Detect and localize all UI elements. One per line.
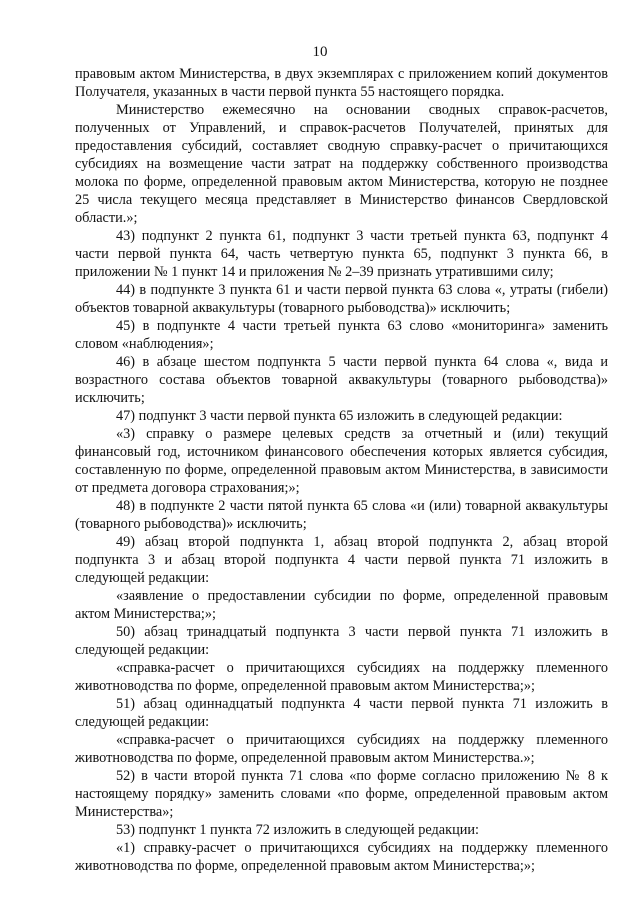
paragraph-item-45: 45) в подпункте 4 части третьей пункта 63 слово «мониторинга» заменить словом «наблюдения»; bbox=[75, 318, 608, 352]
paragraph-item-47-text: «3) справку о размере целевых средств за отчетный и (или) текущий финансовый год, источником финансового обеспечения которых является субсидия, составленную по форме, определенной правовым актом Министерства, в зависимости от предмета договора страхования;»; bbox=[75, 426, 608, 496]
paragraph-item-53-text: «1) справку-расчет о причитающихся субсидиях на поддержку племенного животноводства по форме, определенной правовым актом Министерства;»; bbox=[75, 840, 608, 874]
paragraph-item-49-text: «заявление о предоставлении субсидии по форме, определенной правовым актом Министерства;»; bbox=[75, 588, 608, 622]
paragraph-item-51-text: «справка-расчет о причитающихся субсидиях на поддержку племенного животноводства по форме, определенной правовым актом Министерства.»; bbox=[75, 732, 608, 766]
paragraph-item-52: 52) в части второй пункта 71 слова «по форме согласно приложению № 8 к настоящему порядку» заменить словами «по форме, определенной правовым актом Министерства»; bbox=[75, 768, 608, 820]
paragraph-item-48: 48) в подпункте 2 части пятой пункта 65 слова «и (или) товарной аквакультуры (товарного рыбоводства)» исключить; bbox=[75, 498, 608, 532]
paragraph-item-46: 46) в абзаце шестом подпункта 5 части первой пункта 64 слова «, вида и возрастного состава объектов товарной аквакультуры (товарного рыбоводства)» исключить; bbox=[75, 354, 608, 406]
page-number: 10 bbox=[312, 44, 328, 60]
document-body bbox=[75, 65, 608, 875]
paragraph-item-50-text: «справка-расчет о причитающихся субсидиях на поддержку племенного животноводства по форме, определенной правовым актом Министерства;»; bbox=[75, 660, 608, 694]
paragraph-item-51: 51) абзац одиннадцатый подпункта 4 части первой пункта 71 изложить в следующей редакции: bbox=[75, 696, 608, 730]
paragraph-summary-report: Министерство ежемесячно на основании сводных справок-расчетов, полученных от Управлений, и справок-расчетов Получателей, принятых для предоставления субсидий, составляет сводную справку-расчет о причитающихся субсидиях на возмещение части затрат на поддержку собственного производства молока по форме, определенной правовым актом Министерства, которую не позднее 25 числа текущего месяца представляет в Министерство финансов Свердловской области.»; bbox=[75, 102, 608, 226]
paragraph-item-53: 53) подпункт 1 пункта 72 изложить в следующей редакции: bbox=[116, 822, 480, 838]
paragraph-continuation: правовым актом Министерства, в двух экземплярах с приложением копий документов Получателя, указанных в части первой пункта 55 настоящего порядка. bbox=[75, 66, 608, 100]
paragraph-item-50: 50) абзац тринадцатый подпункта 3 части первой пункта 71 изложить в следующей редакции: bbox=[75, 624, 608, 658]
paragraph-item-43: 43) подпункт 2 пункта 61, подпункт 3 части третьей пункта 63, подпункт 4 части первой пункта 64, часть четвертую пункта 65, подпункт 3 пункта 66, в приложении № 1 пункт 14 и приложения № 2–39 признать утратившими силу; bbox=[75, 228, 608, 280]
paragraph-item-47: 47) подпункт 3 части первой пункта 65 изложить в следующей редакции: bbox=[116, 408, 563, 424]
paragraph-item-49: 49) абзац второй подпункта 1, абзац второй подпункта 2, абзац второй подпункта 3 и абзац второй подпункта 4 части первой пункта 71 изложить в следующей редакции: bbox=[75, 534, 608, 586]
paragraph-item-44: 44) в подпункте 3 пункта 61 и части первой пункта 63 слова «, утраты (гибели) объектов товарной аквакультуры (товарного рыбоводства)» исключить; bbox=[75, 282, 608, 316]
